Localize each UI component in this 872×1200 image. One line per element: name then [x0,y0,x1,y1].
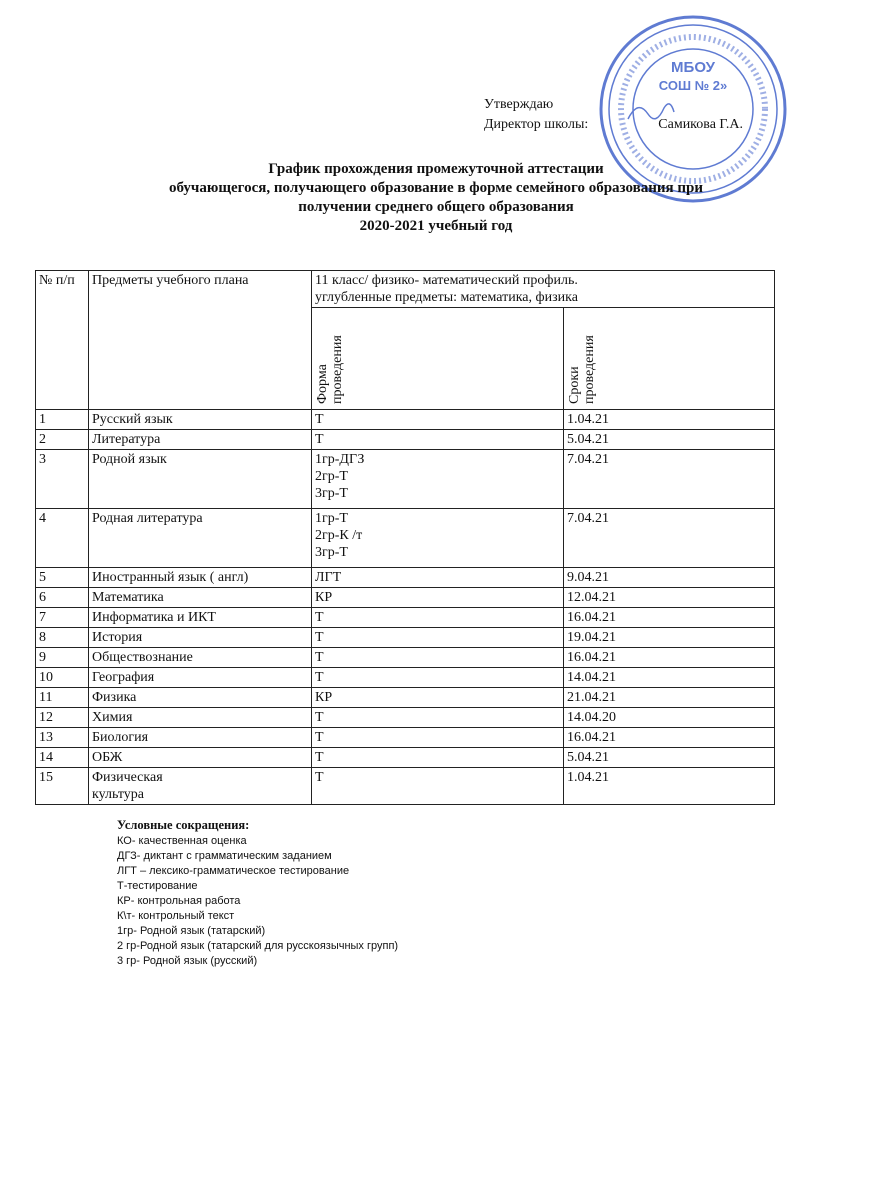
approval-label: Утверждаю [484,97,554,112]
seal-text-2: СОШ № 2» [658,78,728,93]
row-subject: Химия [89,708,312,728]
row-form: Т [312,768,564,805]
row-form: 1гр-Т 2гр-К /т 3гр-Т [312,509,564,568]
director-label: Директор школы: [484,117,589,132]
abbreviations [117,818,398,969]
abbreviations-title: Условные сокращения: [117,818,250,832]
title-line: График прохождения промежуточной аттестации [268,161,604,177]
header-class-line: 11 класс/ физико- математический профиль. [315,273,578,288]
row-subject: Информатика и ИКТ [89,608,312,628]
header-subject: Предметы учебного плана [89,271,312,410]
row-form: 1гр-ДГЗ 2гр-Т 3гр-Т [312,450,564,509]
header-dates [564,308,775,410]
table-row [36,648,775,668]
row-form: Т [312,628,564,648]
document-title [0,160,872,236]
row-number: 8 [36,628,89,648]
row-subject: Физика [89,688,312,708]
table-row [36,688,775,708]
row-subject: Русский язык [89,410,312,430]
row-date: 16.04.21 [564,608,775,628]
row-form: Т [312,668,564,688]
seal-text: МБОУ [671,59,715,76]
row-date: 5.04.21 [564,748,775,768]
abbreviation-item: 1гр- Родной язык (татарский) [117,925,266,937]
table-row [36,450,775,509]
row-number: 1 [36,410,89,430]
table-row [36,748,775,768]
table-row [36,509,775,568]
row-subject: Родная литература [89,509,312,568]
table-row [36,728,775,748]
row-number: 15 [36,768,89,805]
row-number: 6 [36,588,89,608]
row-subject: Иностранный язык ( англ) [89,568,312,588]
row-subject: Физическая культура [89,768,312,805]
title-line: получении среднего общего образования [298,199,574,215]
abbreviation-item: Т-тестирование [117,880,198,892]
abbreviation-item: КР- контрольная работа [117,895,241,907]
header-class-line: углубленные предметы: математика, физика [315,290,578,305]
table-row [36,608,775,628]
row-date: 7.04.21 [564,509,775,568]
row-date: 12.04.21 [564,588,775,608]
row-date: 16.04.21 [564,648,775,668]
row-form: КР [312,588,564,608]
table-row [36,628,775,648]
row-form: Т [312,708,564,728]
row-date: 1.04.21 [564,768,775,805]
row-number: 14 [36,748,89,768]
row-form: КР [312,688,564,708]
abbreviation-item: 3 гр- Родной язык (русский) [117,955,258,967]
row-date: 5.04.21 [564,430,775,450]
header-num: № п/п [36,271,89,410]
abbreviation-item: ЛГТ – лексико-грамматическое тестирование [117,865,350,877]
director-name: Самикова Г.А. [658,117,744,132]
abbreviation-item: К\т- контрольный текст [117,910,235,922]
row-subject: ОБЖ [89,748,312,768]
row-form: Т [312,728,564,748]
row-form: Т [312,648,564,668]
row-number: 12 [36,708,89,728]
row-subject: Литература [89,430,312,450]
row-number: 11 [36,688,89,708]
row-date: 7.04.21 [564,450,775,509]
row-subject: История [89,628,312,648]
table-row [36,668,775,688]
row-number: 13 [36,728,89,748]
row-subject: Математика [89,588,312,608]
header-dates-text: Сроки проведения [567,335,597,404]
abbreviation-item: КО- качественная оценка [117,835,247,847]
attestation-table [35,270,775,805]
row-number: 2 [36,430,89,450]
abbreviation-item: ДГЗ- диктант с грамматическим заданием [117,850,332,862]
row-date: 19.04.21 [564,628,775,648]
header-form-text: Форма проведения [315,335,345,404]
row-form: Т [312,608,564,628]
table-row [36,768,775,805]
header-form [312,308,564,410]
row-date: 9.04.21 [564,568,775,588]
header-class [312,271,775,308]
row-number: 3 [36,450,89,509]
row-subject: География [89,668,312,688]
row-date: 16.04.21 [564,728,775,748]
table-row [36,410,775,430]
table-row [36,568,775,588]
row-subject: Биология [89,728,312,748]
row-date: 14.04.21 [564,668,775,688]
title-year: 2020-2021 учебный год [359,218,513,234]
table-row [36,708,775,728]
abbreviation-item: 2 гр-Родной язык (татарский для русскоязычных групп) [117,940,399,952]
approval-block [484,95,743,135]
row-subject: Родной язык [89,450,312,509]
title-line: обучающегося, получающего образование в форме семейного образования при [169,180,703,196]
row-form: Т [312,410,564,430]
row-number: 10 [36,668,89,688]
row-subject: Обществознание [89,648,312,668]
row-number: 7 [36,608,89,628]
row-date: 21.04.21 [564,688,775,708]
table-row [36,588,775,608]
row-number: 5 [36,568,89,588]
row-number: 4 [36,509,89,568]
row-form: Т [312,748,564,768]
row-date: 14.04.20 [564,708,775,728]
row-form: ЛГТ [312,568,564,588]
row-form: Т [312,430,564,450]
table-row [36,430,775,450]
row-number: 9 [36,648,89,668]
row-date: 1.04.21 [564,410,775,430]
